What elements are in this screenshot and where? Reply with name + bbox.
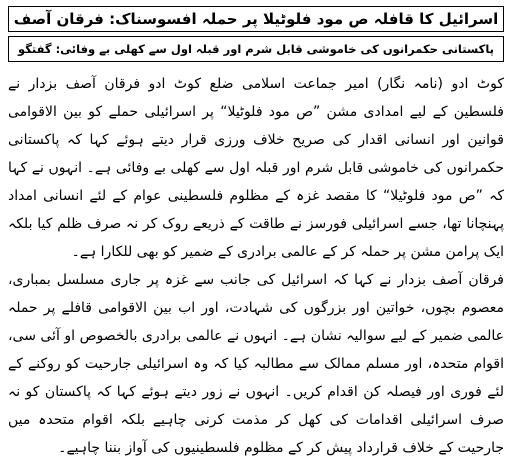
article-paragraph: کوٹ ادو (نامہ نگار) امیر جماعت اسلامی ضلع کوٹ ادو فرقان آصف بزدار نے فلسطین کے لیے امدادی مشن ”ص مود فلوٹیلا“ پر اسرائیلی حملے کو بین الاقوامی قوانین اور انسانی اقدار کی صریح خلاف ورزی قرار دیتے ہوئے کہا کہ پاکستانی حکمرانوں کی خاموشی قابل شرم اور قبلہ اول سے کھلی بے وفائی ہے۔ انہوں نے کہا کہ ”ص مود فلوٹیلا“ کا مقصد غزہ کے مظلوم فلسطینی عوام کے لئے انسانی امداد پہنچانا تھا، جسے اسرائیلی فورسز نے طاقت کے ذریعے روک کر نہ صرف ظلم کیا بلکہ ایک پرامن مشن پر حملہ کر کے عالمی برادری کے ضمیر کو بھی للکارا ہے۔	[8, 76, 504, 260]
subheadline: پاکستانی حکمرانوں کی خاموشی قابل شرم اور قبلہ اول سے کھلی بے وفائی: گفتگو	[8, 36, 504, 62]
headline: اسرائیل کا قافلہ ص مود فلوٹیلا پر حملہ افسوسناک: فرقان آصف	[8, 6, 504, 32]
article-body	[8, 70, 504, 462]
article-paragraph: فرقان آصف بزدار نے کہا کہ اسرائیل کی جانب سے غزہ پر جاری مسلسل بمباری، معصوم بچوں، خواتین اور بزرگوں کی شہادت، اور اب بین الاقوامی قافلے پر حملہ عالمی ضمیر کے لیے سوالیہ نشان ہے۔ انہوں نے عالمی برادری بالخصوص او آئی سی، اقوام متحدہ، اور مسلم ممالک سے مطالبہ کیا کہ وہ اسرائیلی جارحیت کو روکنے کے لئے فوری اور فیصلہ کن اقدام کریں۔ انہوں نے زور دیتے ہوئے کہا کہ پاکستان کو نہ صرف اسرائیلی اقدامات کی کھل کر مذمت کرنی چاہیے بلکہ اقوام متحدہ میں جارحیت کے خلاف قرارداد پیش کر کے مظلوم فلسطینیوں کی آواز بننا چاہیے۔	[8, 272, 504, 456]
